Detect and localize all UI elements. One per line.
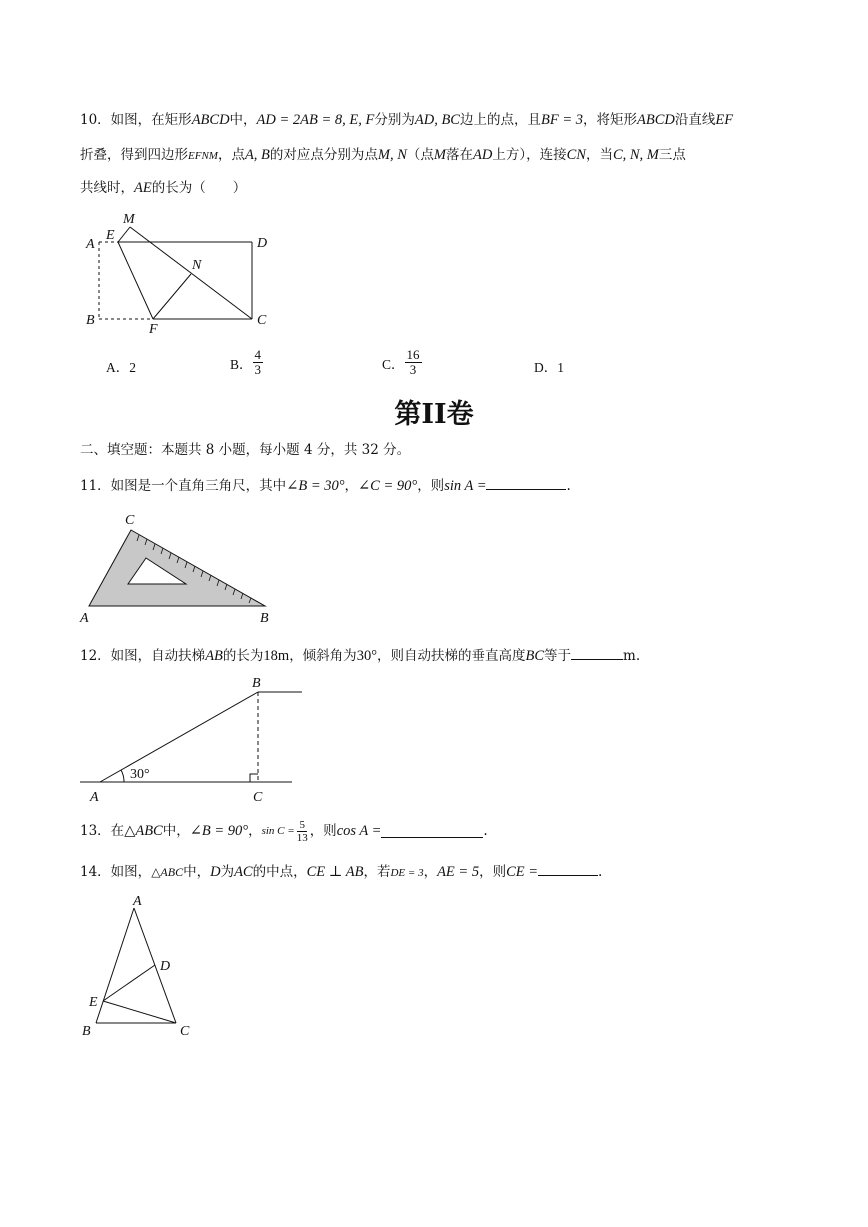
text: 的长为 bbox=[222, 648, 264, 664]
label-c: C bbox=[257, 313, 267, 328]
angle-label: 30° bbox=[130, 767, 150, 782]
math: EFNM bbox=[188, 150, 218, 162]
segment-ce bbox=[103, 1001, 176, 1023]
text: ，将矩形 bbox=[582, 112, 637, 128]
math: sin C = bbox=[261, 825, 295, 837]
text: . bbox=[566, 478, 571, 494]
text: 12．如图，自动扶梯 bbox=[80, 648, 206, 664]
text: 沿直线 bbox=[674, 112, 716, 128]
text: ， bbox=[344, 478, 359, 494]
math: sin A = bbox=[444, 478, 487, 494]
text: ，若 bbox=[363, 864, 391, 880]
text: 共线时， bbox=[80, 180, 134, 196]
fraction bbox=[253, 348, 264, 377]
label-b: B bbox=[252, 676, 261, 691]
math: DE = 3 bbox=[390, 867, 424, 879]
text: 11．如图是一个直角三角尺，其中 bbox=[80, 478, 287, 494]
text: 分别为 bbox=[374, 112, 415, 128]
math: △ABC bbox=[151, 865, 184, 879]
right-angle-mark bbox=[250, 774, 258, 782]
q11-text bbox=[80, 476, 571, 496]
math: AD bbox=[473, 147, 493, 163]
math: ∠C = 90° bbox=[358, 478, 418, 494]
text: 为 bbox=[220, 864, 235, 880]
numerator: 16 bbox=[406, 347, 420, 362]
text: ，倾斜角为 bbox=[289, 648, 357, 664]
math: M, N bbox=[377, 147, 407, 163]
q13-text bbox=[80, 816, 488, 846]
math: AD, BC bbox=[414, 112, 460, 128]
label-f: F bbox=[149, 322, 158, 337]
fraction bbox=[405, 348, 422, 377]
answer-blank[interactable] bbox=[538, 863, 598, 876]
text: 折叠，得到四边形 bbox=[80, 147, 188, 163]
text: ，则 bbox=[309, 823, 337, 839]
math: AD = 2AB = 8, E, F bbox=[256, 112, 375, 128]
text: . bbox=[635, 648, 641, 664]
q10-line2 bbox=[80, 145, 686, 166]
edge-mc bbox=[130, 227, 252, 319]
math: BF = 3 bbox=[540, 112, 583, 128]
text: . bbox=[598, 864, 603, 880]
label-e: E bbox=[89, 995, 98, 1010]
numerator: 4 bbox=[254, 347, 262, 362]
option-label: C． bbox=[382, 356, 405, 372]
text: 的长为（ ） bbox=[151, 180, 247, 196]
q10-figure bbox=[80, 208, 280, 338]
math: CN bbox=[566, 147, 586, 163]
label-m: M bbox=[123, 212, 135, 227]
text: 上方），连接 bbox=[492, 147, 567, 163]
option-a: A．2 bbox=[106, 360, 136, 375]
section2-intro: 二、填空题：本题共 8 小题，每小题 4 分，共 32 分。 bbox=[80, 442, 411, 458]
math: AE bbox=[134, 180, 152, 196]
math: ∠B = 90° bbox=[189, 823, 249, 839]
math: AE = 5 bbox=[437, 864, 480, 880]
label-b: B bbox=[82, 1024, 91, 1039]
edge-ab bbox=[96, 908, 134, 1023]
fraction bbox=[295, 819, 310, 844]
math: 18m bbox=[263, 648, 290, 664]
escalator-ab bbox=[100, 692, 258, 782]
q14-text bbox=[80, 862, 602, 883]
math: M bbox=[433, 147, 447, 163]
label-a: A bbox=[80, 611, 89, 626]
edge-ef bbox=[118, 242, 153, 319]
text: ，点 bbox=[217, 147, 245, 163]
text: ，则 bbox=[479, 864, 507, 880]
label-c: C bbox=[125, 513, 135, 528]
text: ，当 bbox=[585, 147, 613, 163]
edge-em bbox=[118, 227, 130, 242]
q10-line3 bbox=[80, 178, 246, 198]
math: C, N, M bbox=[612, 147, 659, 163]
label-d: D bbox=[257, 236, 268, 251]
math: ABCD bbox=[636, 112, 675, 128]
denominator: 13 bbox=[296, 831, 308, 844]
label-a: A bbox=[86, 237, 95, 252]
q12-text bbox=[80, 646, 640, 666]
math: AC bbox=[234, 864, 253, 880]
text: m bbox=[623, 648, 636, 664]
text: ，则自动扶梯的垂直高度 bbox=[377, 648, 526, 664]
label-d: D bbox=[160, 959, 171, 974]
text: ， bbox=[423, 864, 438, 880]
label-b: B bbox=[260, 611, 269, 626]
math: △ABC bbox=[124, 823, 163, 839]
text: 中， bbox=[162, 823, 190, 839]
math: 30° bbox=[356, 648, 377, 664]
text: ， bbox=[248, 823, 262, 839]
math: cos A = bbox=[336, 823, 382, 839]
label-c: C bbox=[253, 790, 263, 805]
option-label: B． bbox=[230, 356, 253, 372]
math: BC bbox=[525, 648, 545, 664]
text: 三点 bbox=[658, 147, 686, 163]
numerator: 5 bbox=[299, 818, 305, 831]
text: 14．如图， bbox=[80, 864, 152, 880]
answer-blank[interactable] bbox=[486, 477, 566, 490]
q14-figure bbox=[78, 888, 208, 1044]
option-b bbox=[230, 348, 263, 377]
math: ∠B = 30° bbox=[286, 478, 345, 494]
option-d: D．1 bbox=[534, 360, 564, 375]
math: AB bbox=[205, 648, 223, 664]
q10-line1 bbox=[80, 110, 733, 130]
math: D bbox=[210, 864, 221, 880]
math: CE ⊥ AB bbox=[306, 864, 364, 880]
text: 的中点， bbox=[252, 864, 307, 880]
label-e: E bbox=[106, 228, 115, 243]
math: EF bbox=[715, 112, 734, 128]
label-a: A bbox=[90, 790, 99, 805]
text: 落在 bbox=[446, 147, 474, 163]
set-square bbox=[89, 530, 265, 606]
option-c bbox=[382, 348, 422, 377]
text: 边上的点，且 bbox=[459, 112, 541, 128]
edge-fn bbox=[153, 274, 191, 319]
angle-arc bbox=[121, 770, 124, 782]
math: A, B bbox=[244, 147, 270, 163]
denominator: 3 bbox=[254, 362, 262, 377]
text: 中， bbox=[183, 864, 211, 880]
math: CE = bbox=[506, 864, 539, 880]
label-c: C bbox=[180, 1024, 190, 1039]
answer-blank[interactable] bbox=[571, 647, 623, 660]
math: ABCD bbox=[191, 112, 230, 128]
text: 13．在 bbox=[80, 823, 125, 839]
label-n: N bbox=[192, 258, 202, 273]
text: 的对应点分别为点 bbox=[269, 147, 378, 163]
text: 等于 bbox=[544, 648, 572, 664]
q11-figure bbox=[76, 508, 286, 628]
segment-de bbox=[103, 965, 155, 1001]
text: ，则 bbox=[417, 478, 445, 494]
label-a: A bbox=[133, 894, 142, 909]
label-b: B bbox=[86, 313, 95, 328]
q12-figure bbox=[76, 672, 306, 808]
text: 中， bbox=[229, 112, 257, 128]
text: 10．如图，在矩形 bbox=[80, 112, 192, 128]
denominator: 3 bbox=[409, 362, 417, 377]
answer-blank[interactable] bbox=[381, 825, 483, 838]
section-title: 第II卷 bbox=[394, 399, 474, 430]
text: . bbox=[483, 823, 488, 839]
text: （点 bbox=[406, 147, 434, 163]
